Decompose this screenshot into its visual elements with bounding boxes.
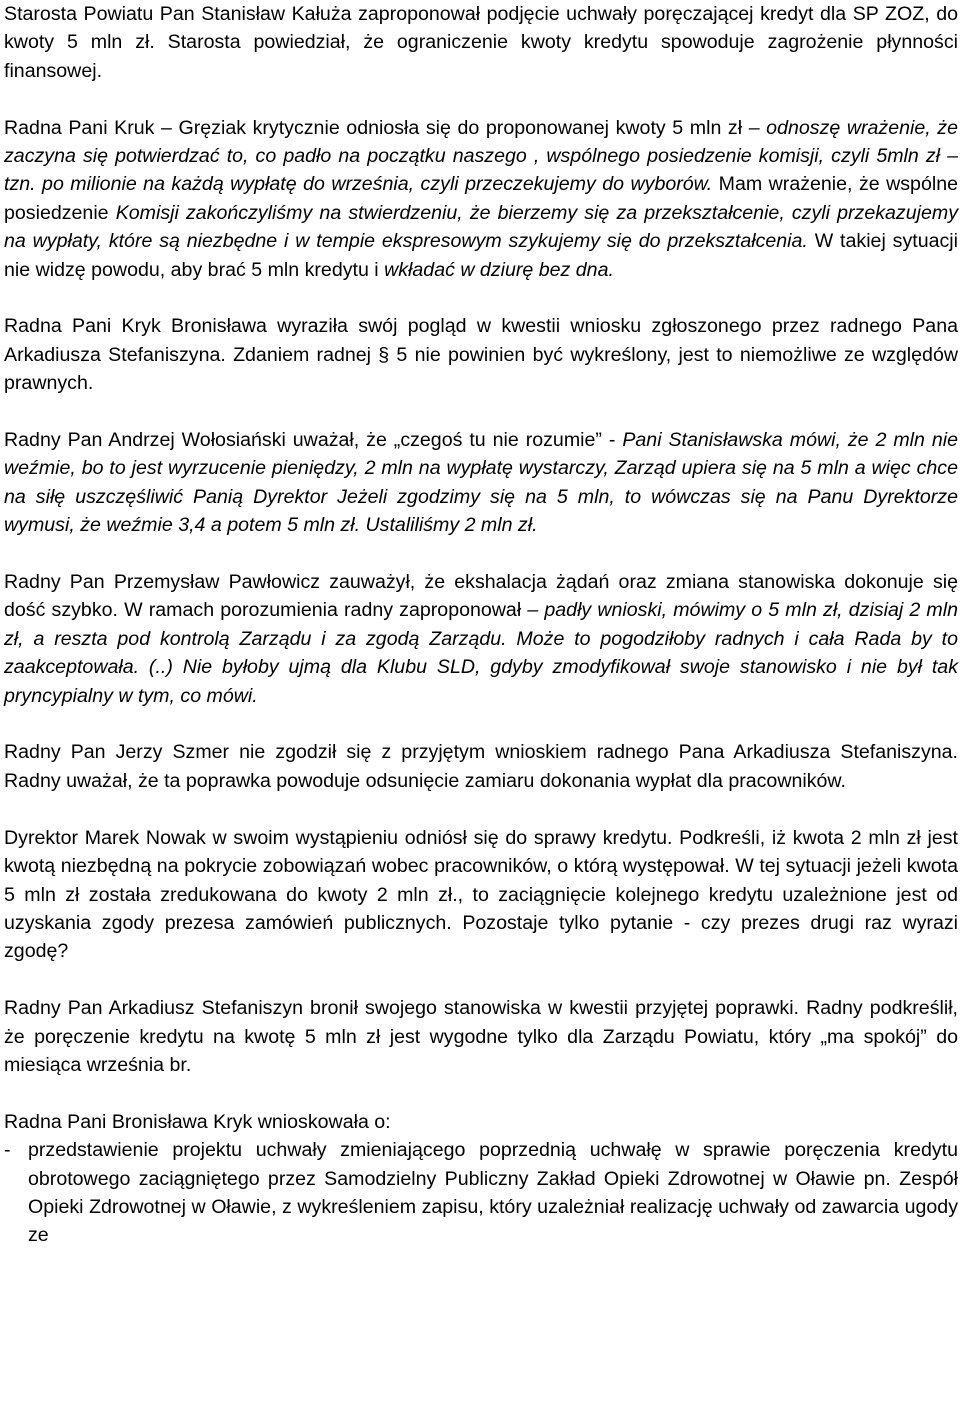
list-marker: - (4, 1139, 11, 1162)
quoted-speech: Komisji zakończyliśmy na stwierdzeniu, że bierzemy się za przekształcenie, czyli przekazujemy na wypłaty, które są niezbędne i w tempie ekspresowym szykujemy się do przekształcenia. (4, 201, 958, 253)
request-list (4, 1136, 958, 1250)
paragraph (4, 426, 958, 540)
request-intro: Radna Pani Bronisława Kryk wnioskowała o: (4, 1110, 391, 1133)
paragraph-text: Radna Pani Kruk – Gręziak krytycznie odniosła się do proponowanej kwoty 5 mln zł (4, 116, 749, 139)
request-section (4, 1108, 958, 1250)
paragraph (4, 738, 958, 795)
document-page (4, 0, 958, 1250)
paragraph (4, 994, 958, 1079)
quoted-speech: – padły wnioski, mówimy o 5 mln zł, dzisiaj 2 mln zł, a reszta pod kontrolą Zarządu i za zgodą Zarządu. Może to pogodziłoby radnych i cała Rada by to zaakceptowała. (..) Nie byłoby ujmą dla Klubu SLD, gdyby zmodyfikował swoje stanowisko i nie był tak pryncypialny w tym, co mówi. (4, 599, 958, 707)
quoted-speech: – odnoszę wrażenie, że zaczyna się potwierdzać to, co padło na początku naszego , wspólnego posiedzenie komisji, czyli 5mln zł – tzn. po milionie na każdą wypłatę do września, czyli przeczekujemy do wyborów. (4, 116, 958, 196)
list-item-text: przedstawienie projektu uchwały zmieniającego poprzednią uchwałę w sprawie poręczenia kredytu obrotowego zaciągniętego przez Samodzielny Publiczny Zakład Opieki Zdrowotnej w Oławie pn. Zespół Opieki Zdrowotnej w Oławie, z wykreśleniem zapisu, który uzależniał realizację uchwały od zawarcia ugody ze (28, 1139, 958, 1247)
paragraph (4, 312, 958, 397)
paragraph-text: Radny Pan Przemysław Pawłowicz zauważył, że ekshalacja żądań oraz zmiana stanowiska dokonuje się dość szybko. W ramach porozumienia radny zaproponował (4, 571, 958, 622)
quoted-speech: wkładać w dziurę bez dna. (384, 258, 614, 281)
paragraph-text: Radny Pan Arkadiusz Stefaniszyn bronił swojego stanowiska w kwestii przyjętej poprawki. Radny podkreślił, że poręczenie kredytu na kwotę 5 mln zł jest wygodne tylko dla Zarządu Powiatu, który „ma spokój” do miesiąca września br. (4, 997, 958, 1076)
paragraph (4, 114, 958, 284)
paragraph-text: Mam wrażenie, że wspólne posiedzenie (4, 173, 959, 224)
paragraph-text: W takiej sytuacji nie widzę powodu, aby brać 5 mln kredytu i (4, 230, 958, 281)
quoted-speech: Pani Stanisławska mówi, że 2 mln nie weźmie, bo to jest wyrzucenie pieniędzy, 2 mln na wypłatę wystarczy, Zarząd upiera się na 5 mln a więc chce na siłę uszczęśliwić Panią Dyrektor Jeżeli zgodzimy się na 5 mln, to wówczas się na Panu Dyrektorze wymusi, że weźmie 3,4 a potem 5 mln zł. Ustaliliśmy 2 mln zł. (4, 429, 958, 537)
paragraph-text: Radny Pan Jerzy Szmer nie zgodził się z przyjętym wnioskiem radnego Pana Arkadiusza Stefaniszyna. Radny uważał, że ta poprawka powoduje odsunięcie zamiaru dokonania wypłat dla pracowników. (4, 741, 958, 792)
paragraph-text: Radna Pani Kryk Bronisława wyraziła swój pogląd w kwestii wniosku zgłoszonego przez radnego Pana Arkadiusza Stefaniszyna. Zdaniem radnej § 5 nie powinien być wykreślony, jest to niemożliwe ze względów prawnych. (4, 315, 958, 395)
paragraph-text: Radny Pan Andrzej Wołosiański uważał, że „czegoś tu nie rozumie” - (4, 429, 623, 452)
paragraph (4, 0, 958, 85)
paragraph-text: Starosta Powiatu Pan Stanisław Kałuża zaproponował podjęcie uchwały poręczającej kredyt dla SP ZOZ, do kwoty 5 mln zł. Starosta powiedział, że ograniczenie kwoty kredytu spowoduje zagrożenie płynności finansowej. (4, 3, 958, 82)
paragraph (4, 824, 958, 966)
document-body (4, 0, 958, 1079)
paragraph-text: Dyrektor Marek Nowak w swoim wystąpieniu odniósł się do sprawy kredytu. Podkreśli, iż kwota 2 mln zł jest kwotą niezbędną na pokrycie zobowiązań wobec pracowników, o którą występował. W tej sytuacji jeżeli kwota 5 mln zł została zredukowana do kwoty 2 mln zł., to zaciągnięcie kolejnego kredytu uzależnione jest od uzyskania zgody prezesa zamówień publicznych. Pozostaje tylko pytanie - czy prezes drugi raz wyrazi zgodę? (4, 826, 958, 963)
list-item (4, 1136, 958, 1250)
paragraph (4, 568, 958, 710)
